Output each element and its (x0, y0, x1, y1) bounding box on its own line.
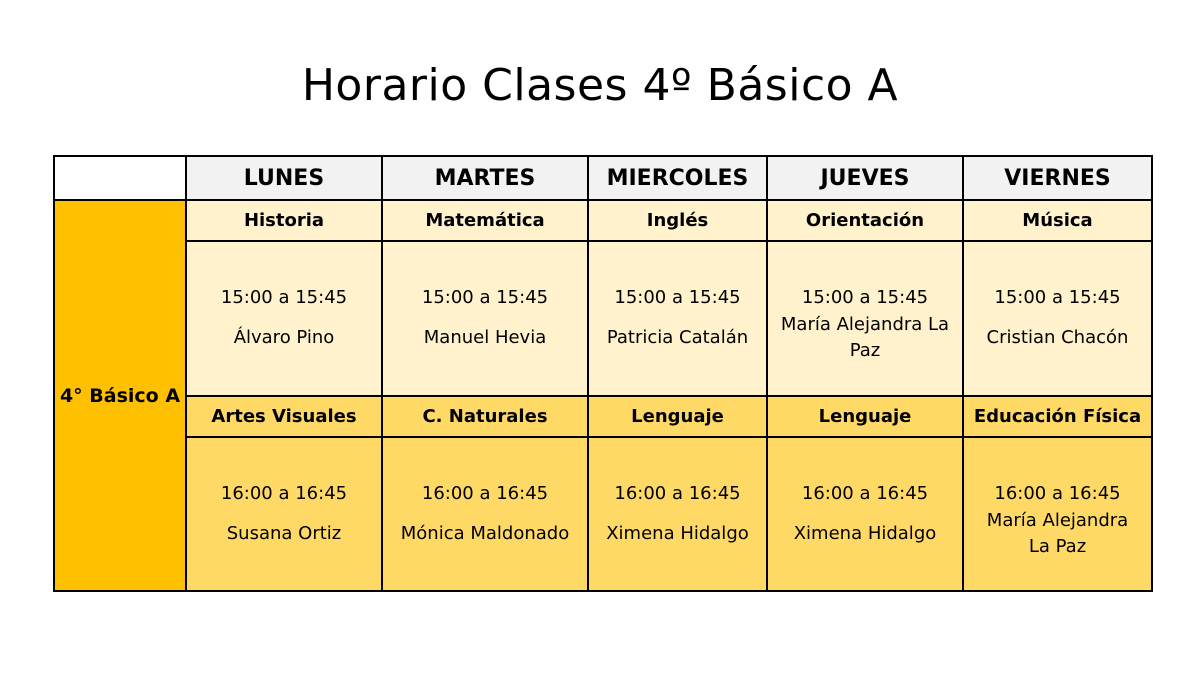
class-time: 16:00 a 16:45 (421, 482, 549, 504)
class-info-cell (588, 241, 767, 396)
class-time: 15:00 a 15:45 (994, 287, 1121, 308)
subject-cell: Música (963, 200, 1152, 241)
schedule-table (53, 155, 1153, 592)
class-info-cell (186, 437, 382, 591)
day-header-martes: MARTES (382, 156, 588, 200)
teacher-name: Ximena Hidalgo (606, 522, 749, 544)
block2-subject-row (54, 396, 1152, 437)
day-header-miercoles: MIERCOLES (588, 156, 767, 200)
class-time: 16:00 a 16:45 (801, 482, 929, 504)
page-title: Horario Clases 4º Básico A (301, 60, 899, 111)
teacher-name: Manuel Hevia (423, 327, 547, 348)
teacher-name: Susana Ortiz (226, 522, 342, 544)
course-label: 4° Básico A (54, 200, 186, 591)
class-time: 15:00 a 15:45 (421, 287, 549, 308)
class-info-cell (186, 241, 382, 396)
subject-cell: Lenguaje (767, 396, 963, 437)
teacher-name: Ximena Hidalgo (793, 522, 937, 544)
class-info-cell (963, 241, 1152, 396)
class-time: 16:00 a 16:45 (220, 482, 348, 504)
day-header-row (54, 156, 1152, 200)
corner-cell (54, 156, 186, 200)
class-info-cell (963, 437, 1152, 591)
class-time: 15:00 a 15:45 (801, 287, 929, 308)
subject-cell: Orientación (767, 200, 963, 241)
subject-cell: Historia (186, 200, 382, 241)
day-header-jueves: JUEVES (767, 156, 963, 200)
subject-cell: Inglés (588, 200, 767, 241)
class-time: 16:00 a 16:45 (994, 482, 1121, 504)
class-time: 15:00 a 15:45 (220, 287, 348, 308)
block2-info-row (54, 437, 1152, 591)
teacher-name: Patricia Catalán (606, 327, 749, 348)
day-header-viernes: VIERNES (963, 156, 1152, 200)
teacher-name: María Alejandra La Paz (780, 314, 950, 361)
subject-cell: Educación Física (963, 396, 1152, 437)
class-info-cell (382, 241, 588, 396)
teacher-name: Cristian Chacón (986, 327, 1129, 348)
class-info-cell (588, 437, 767, 591)
subject-cell: C. Naturales (382, 396, 588, 437)
class-info-cell (382, 437, 588, 591)
subject-cell: Lenguaje (588, 396, 767, 437)
teacher-name: Mónica Maldonado (400, 522, 570, 544)
class-time: 15:00 a 15:45 (614, 287, 741, 308)
class-time: 16:00 a 16:45 (614, 482, 741, 504)
teacher-name: María Alejandra La Paz (986, 509, 1129, 557)
teacher-name: Álvaro Pino (233, 327, 335, 348)
subject-cell: Artes Visuales (186, 396, 382, 437)
class-info-cell (767, 241, 963, 396)
day-header-lunes: LUNES (186, 156, 382, 200)
block1-info-row (54, 241, 1152, 396)
class-info-cell (767, 437, 963, 591)
block1-subject-row (54, 200, 1152, 241)
subject-cell: Matemática (382, 200, 588, 241)
